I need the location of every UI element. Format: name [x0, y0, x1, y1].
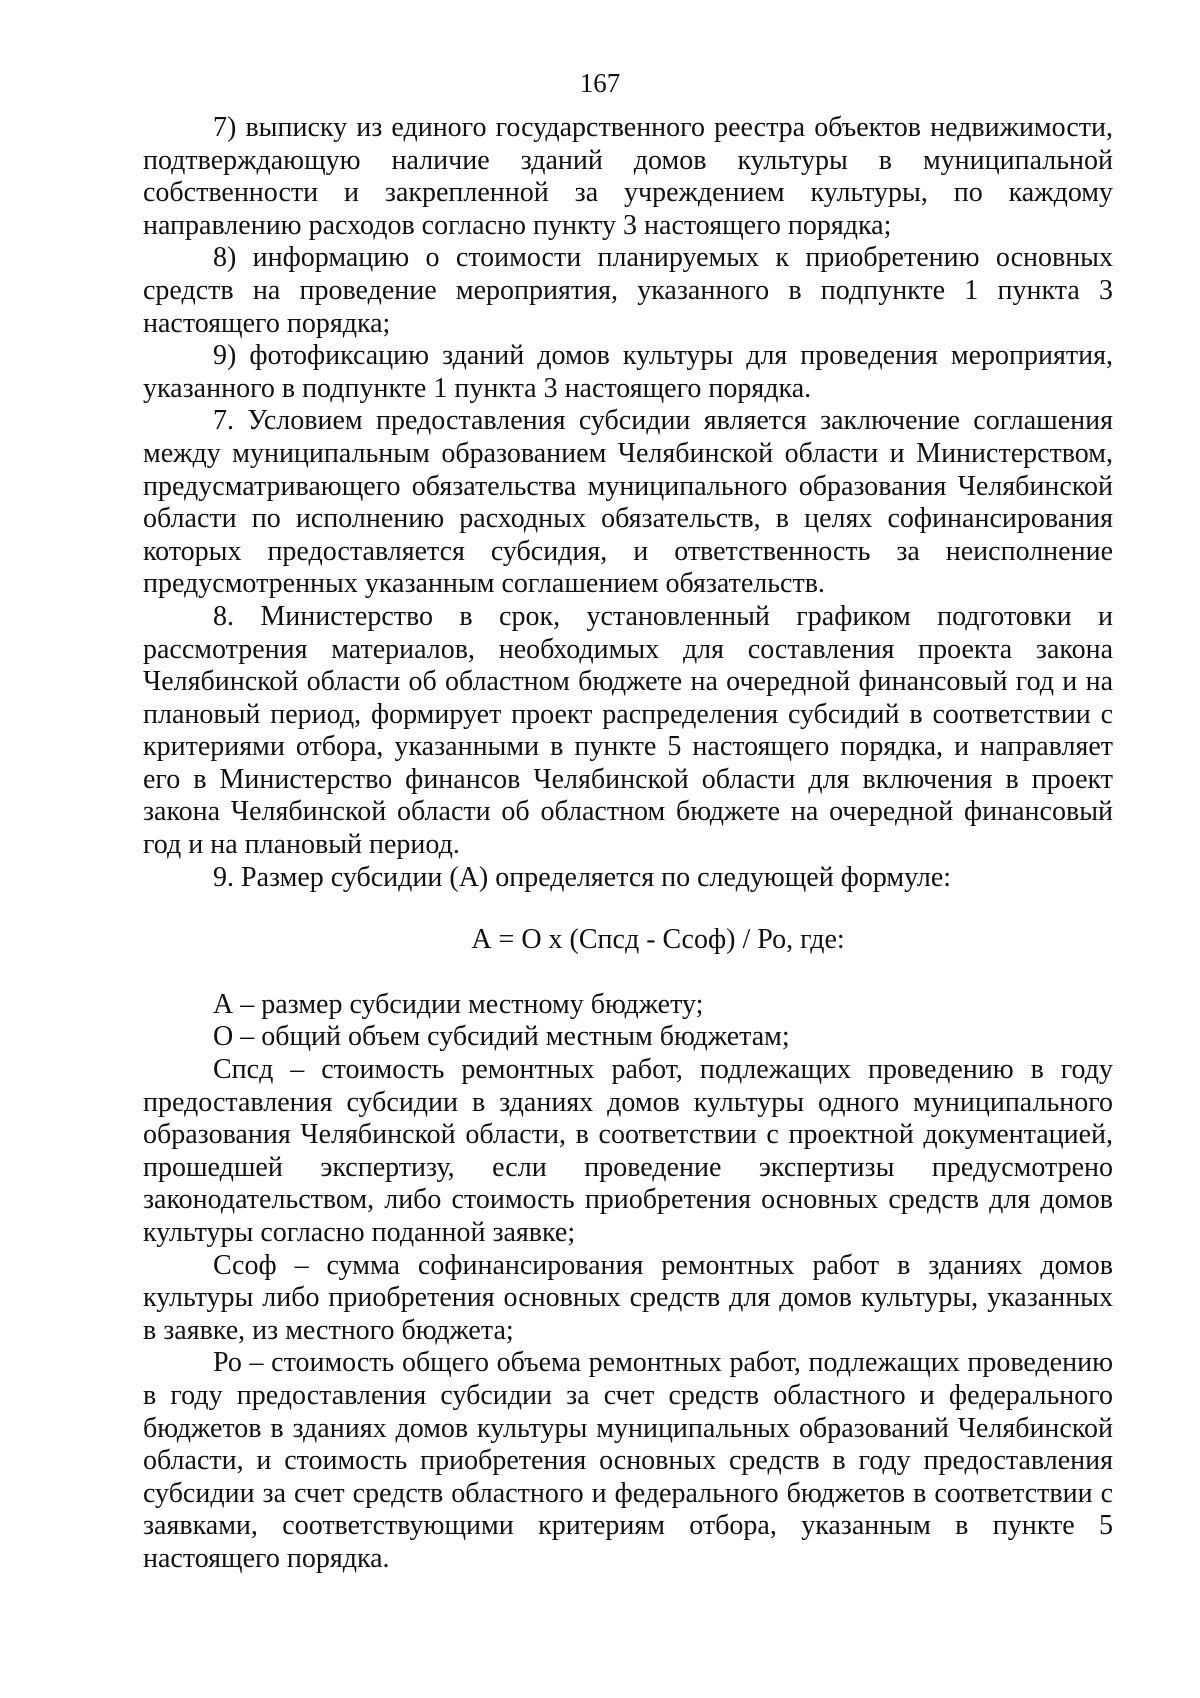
subsidy-formula: А = О x (Спсд - Ссоф) / Ро, где: [471, 924, 845, 956]
paragraph-item-9-photo: 9) фотофиксацию зданий домов культуры для проведения мероприятия, указанного в подпункте 1 пункта 3 настоящего порядка. [143, 340, 1113, 404]
paragraph-item-8-cost-info: 8) информацию о стоимости планируемых к приобретению основных средств на проведение мероприятия, указанного в подпункте 1 пункта 3 настоящего порядка; [143, 242, 1113, 339]
paragraph-item-7-extract: 7) выписку из единого государственного реестра объектов недвижимости, подтверждающую наличие зданий домов культуры в муниципальной собственности и закрепленной за учреждением культуры, по каждому направлению расходов согласно пункту 3 настоящего порядка; [143, 112, 1113, 241]
definition-o: О – общий объем субсидий местным бюджетам; [213, 1021, 790, 1053]
paragraph-clause-9: 9. Размер субсидии (А) определяется по следующей формуле: [213, 861, 952, 893]
definition-spsd: Спсд – стоимость ремонтных работ, подлежащих проведению в году предоставления субсидии в зданиях домов культуры одного муниципального образования Челябинской области, в соответствии с проектной документацией, прошедшей экспертизу, если проведение экспертизы предусмотрено законодательством, либо стоимость приобретения основных средств для домов культуры согласно поданной заявке; [143, 1054, 1113, 1248]
definition-a: А – размер субсидии местному бюджету; [213, 988, 704, 1020]
paragraph-clause-8: 8. Министерство в срок, установленный графиком подготовки и рассмотрения материалов, необходимых для составления проекта закона Челябинской области об областном бюджете на очередной финансовый год и на плановый период, формирует проект распределения субсидий в соответствии с критериями отбора, указанными в пункте 5 настоящего порядка, и направляет его в Министерство финансов Челябинской области для включения в проект закона Челябинской области об областном бюджете на очередной финансовый год и на плановый период. [143, 600, 1113, 861]
document-body [143, 112, 1113, 1576]
page-number: 167 [579, 68, 621, 98]
paragraph-clause-7: 7. Условием предоставления субсидии является заключение соглашения между муниципальным образованием Челябинской области и Министерством, предусматривающего обязательства муниципального образования Челябинской области по исполнению расходных обязательств, в целях софинансирования которых предоставляется субсидия, и ответственность за неисполнение предусмотренных указанным соглашением обязательств. [143, 405, 1113, 600]
definition-ro: Ро – стоимость общего объема ремонтных работ, подлежащих проведению в году предоставления субсидии за счет средств областного и федерального бюджетов в зданиях домов культуры муниципальных образований Челябинской области, и стоимость приобретения основных средств в году предоставления субсидии за счет средств областного и федерального бюджетов в соответствии с заявками, соответствующими критериям отбора, указанным в пункте 5 настоящего порядка. [143, 1347, 1113, 1574]
definition-ssof: Ссоф – сумма софинансирования ремонтных работ в зданиях домов культуры либо приобретения основных средств для домов культуры, указанных в заявке, из местного бюджета; [143, 1249, 1113, 1346]
